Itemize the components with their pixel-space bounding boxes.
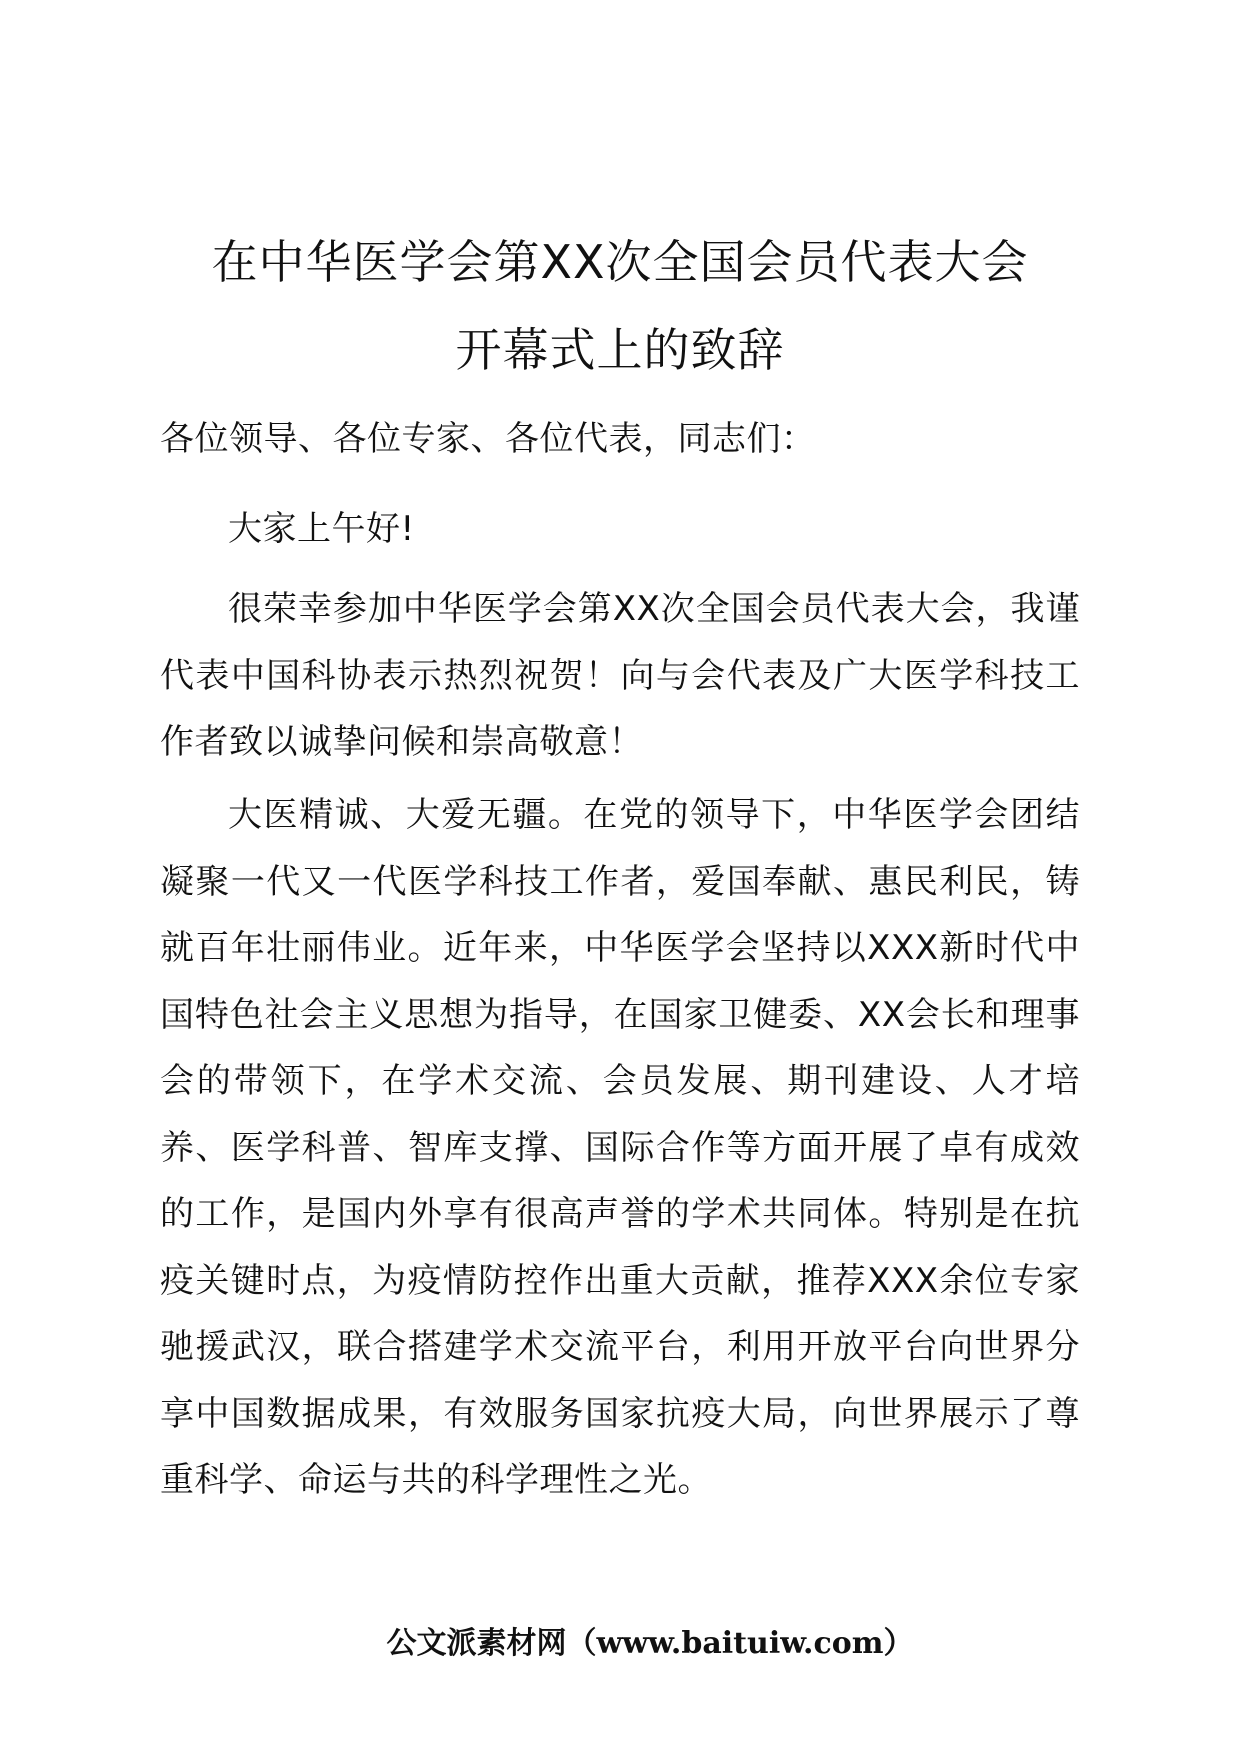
salutation: 各位领导、各位专家、各位代表，同志们： (160, 419, 816, 459)
greeting: 大家上午好! (228, 509, 415, 549)
document-title-line1: 在中华医学会第XX次全国会员代表大会 (211, 235, 1029, 289)
paragraph-2: 大医精诚、大爱无疆。在党的领导下，中华医学会团结凝聚一代又一代医学科技工作者，爱国奉献、惠民利民，铸就百年壮丽伟业。近年来，中华医学会坚持以XXX新时代中国特色社会主义思想为指导，在国家卫健委、XX会长和理事会的带领下，在学术交流、会员发展、期刊建设、人才培养、医学科普、智库支撑、国际合作等方面开展了卓有成效的工作，是国内外享有很高声誉的学术共同体。特别是在抗疫关键时点，为疫情防控作出重大贡献，推荐XXX余位专家驰援武汉，联合搭建学术交流平台，利用开放平台向世界分享中国数据成果，有效服务国家抗疫大局，向世界展示了尊重科学、命运与共的科学理性之光。 (160, 795, 1080, 1500)
paragraph-1: 很荣幸参加中华医学会第XX次全国会员代表大会，我谨代表中国科协表示热烈祝贺！向与会代表及广大医学科技工作者致以诚挚问候和崇高敬意！ (160, 589, 1080, 762)
document-title-line2: 开幕式上的致辞 (455, 323, 785, 377)
footer-watermark: 公文派素材网（www.baituiw.com） (386, 1626, 914, 1661)
